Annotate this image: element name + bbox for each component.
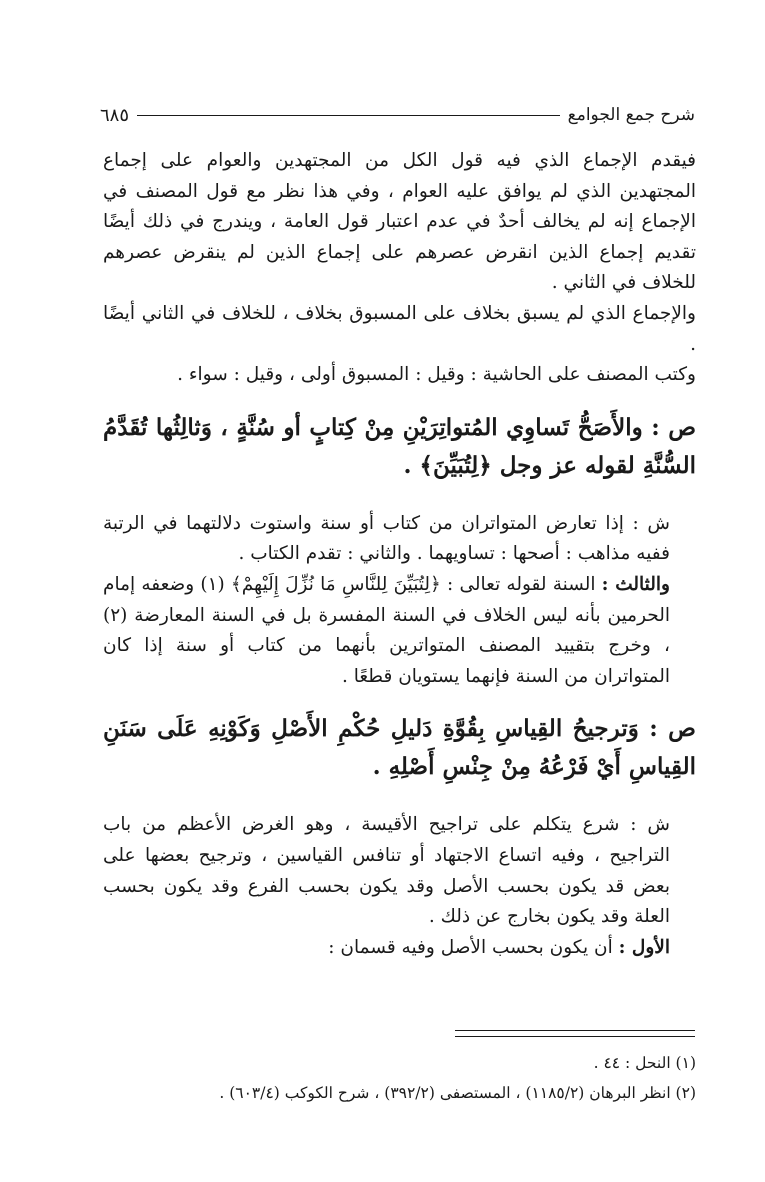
footnotes: [103, 1048, 696, 1108]
running-header: [100, 100, 695, 130]
paragraph-7-text: أن يكون بحسب الأصل وفيه قسمان :: [328, 936, 613, 958]
paragraph-1: فيقدم الإجماع الذي فيه قول الكل من المجتهدين والعوام على إجماع المجتهدين الذي لم يوافق عليه العوام ، وفي هذا نظر مع قول المصنف في الإجماع إنه لم يخالف أحدٌ في عدم اعتبار قول العامة ، ويندرج في ذلك أيضًا تقديم إجماع الذين انقرض عصرهم على إجماع الذين لم ينقرض عصرهم للخلاف في الثاني .: [103, 150, 696, 294]
page-number: ٦٨٥: [100, 104, 130, 126]
paragraph-label-third: والثالث :: [601, 573, 670, 595]
paragraph-label-first: الأول :: [618, 936, 670, 958]
commentary-paragraph-3: ش : شرع يتكلم على تراجيح الأقيسة ، وهو الغرض الأعظم من باب التراجيح ، وفيه اتساع الاجتهاد أو تنافس القياسين ، وترجيح بعضها على بعض قد يكون بحسب الأصل وقد يكون بحسب الفرع وقد يكون بحسب العلة وقد يكون بخارج عن ذلك .: [103, 814, 670, 928]
paragraph-5-text: السنة لقوله تعالى : ﴿لِتُبَيِّنَ لِلنَّاسِ مَا نُزِّلَ إِلَيْهِمْ﴾ (١) وضعفه إمام الحرمين بأنه ليس الخلاف في السنة المفسرة بل في السنة المعارضة (٢) ، وخرج بتقييد المصنف المتواترين بأنهما من كتاب أو سنة إذا كان المتواتران من السنة فإنهما يستويان قطعًا .: [103, 573, 670, 687]
header-rule: [137, 115, 560, 116]
commentary-paragraph-1: ش : إذا تعارض المتواتران من كتاب أو سنة واستوت دلالتهما في الرتبة ففيه مذاهب : أصحها : تساويهما . والثاني : تقدم الكتاب .: [103, 512, 670, 565]
commentary-paragraph-2: [103, 570, 696, 692]
footnote-separator: [455, 1030, 695, 1037]
paragraph-2: والإجماع الذي لم يسبق بخلاف على المسبوق بخلاف ، للخلاف في الثاني أيضًا .: [103, 302, 696, 355]
matn-text-1: ص : والأَصَحُّ تَساوِي المُتواتِرَيْنِ مِنْ كِتابٍ أو سُنَّةٍ ، وَثالِثُها تُقَدَّمُ السُّنَّةِ لقوله عز وجل ﴿لِتُبَيِّنَ﴾ .: [103, 413, 696, 479]
running-title: شرح جمع الجوامع: [567, 105, 695, 125]
commentary-paragraph-4: [103, 933, 696, 964]
page-body: [103, 146, 696, 963]
paragraph-3: وكتب المصنف على الحاشية : وقيل : المسبوق أولى ، وقيل : سواء .: [177, 364, 696, 386]
footnote-2: (٢) انظر البرهان (١١٨٥/٢) ، المستصفى (٣٩٢/٢) ، شرح الكوكب (٦٠٣/٤) .: [219, 1084, 696, 1102]
footnote-1: (١) النحل : ٤٤ .: [593, 1054, 696, 1072]
matn-text-2: ص : وَترجيحُ القِياسِ بِقُوَّةِ دَليلِ حُكْمِ الأَصْلِ وَكَوْنِهِ عَلَى سَنَنِ القِياسِ أَيْ فَرْعُهُ مِنْ جِنْسِ أَصْلِهِ .: [103, 715, 696, 781]
